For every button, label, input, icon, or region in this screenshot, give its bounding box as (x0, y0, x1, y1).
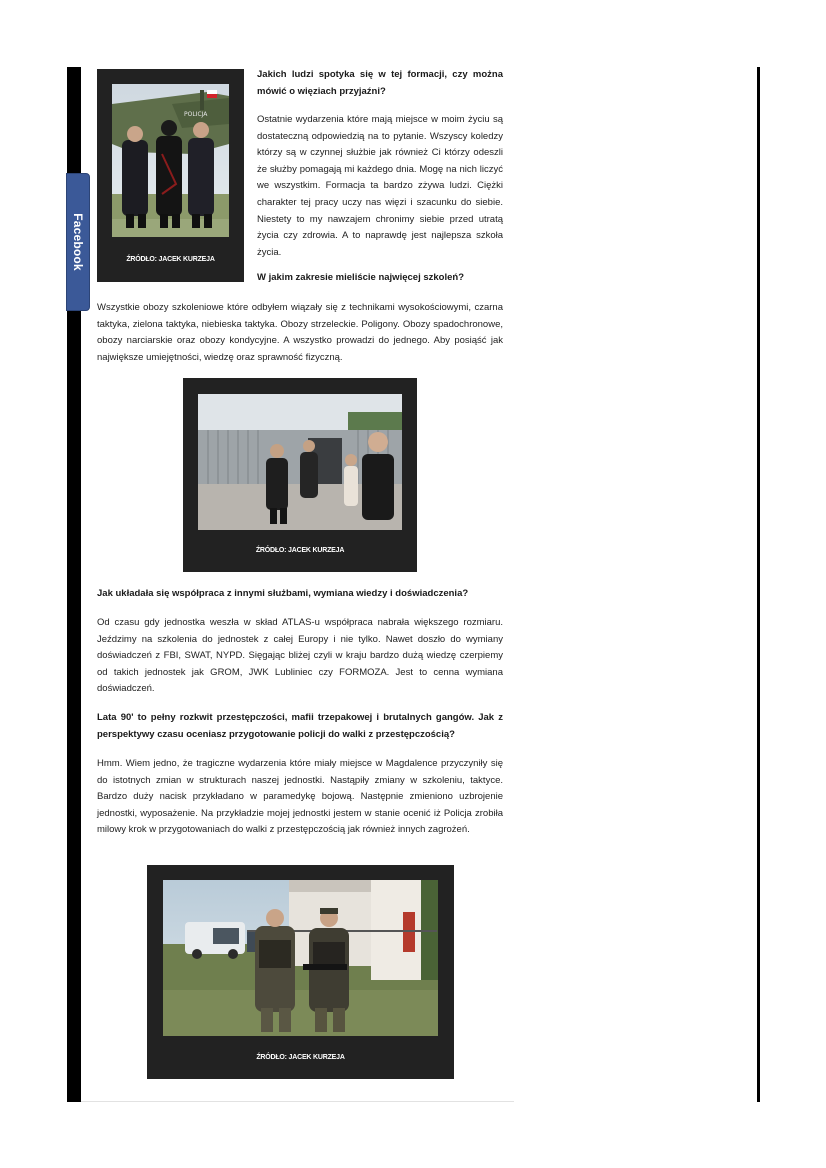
right-margin-rule (757, 67, 760, 1102)
photo-card-helicopter (97, 69, 244, 282)
bottom-divider (81, 1101, 514, 1102)
photo-helicopter-team (112, 84, 229, 237)
photo-caption: ŹRÓDŁO: JACEK KURZEJA (126, 256, 215, 263)
question-heading-3: Jak układała się współpraca z innymi służbami, wymiana wiedzy i doświadczenia? (97, 588, 469, 599)
facebook-tab-label: Facebook (71, 213, 85, 271)
photo-card-operators (147, 865, 454, 1079)
answer-paragraph-3: Od czasu gdy jednostka weszła w skład ATLAS-u współpraca nabrała większego rozmiaru. Jeździmy na szkolenia do jednostek z całej Europy i nie tylko. Nawet doszło do wymiany doświadczeń z FBI, SWAT, NYPD. Sięgając bliżej czyli w kraju bardzo dużą wiedzę czerpiemy od takich jednostek jak GROM, JWK Lubliniec czy FORMOZA. Jest to cenna wymiana doświadczeń. (97, 617, 503, 695)
photo-card-hangar (183, 378, 417, 572)
answer-paragraph-1: Ostatnie wydarzenia które mają miejsce w moim życiu są dostateczną odpowiedzią na to pytanie. Wszyscy koledzy którzy są w czynnej służbie jak również Ci którzy odeszli że służby pomagają mi każdego dnia. Mogę na nich liczyć we wszystkim. Formacja ta bardzo zżywa ludzi. Ciężki charakter tej pracy uczy nas więzi i szacunku do siebie. Niestety to my nawzajem chronimy siebie przed utratą życia czy zdrowia. A to naprawdę jest najlepsza szkoła życia. (257, 114, 503, 258)
photo-two-operators (163, 880, 438, 1036)
answer-paragraph-2: Wszystkie obozy szkoleniowe które odbyłem wiązały się z technikami wysokościowymi, czarna taktyka, zielona taktyka, niebieska taktyka. Obozy strzeleckie. Poligony. Obozy spadochronowe, obozy narciarskie oraz obozy kondycyjne. A wszystko prowadzi do jednego. Aby posiąść jak największe umiejętności, wiedzę oraz sprawność fizyczną. (97, 302, 503, 363)
answer-paragraph-4: Hmm. Wiem jedno, że tragiczne wydarzenia które miały miejsce w Magdalence przyczyniły się do istotnych zmian w strukturach naszej jednostki. Nastąpiły zmiany w szkoleniu, taktyce. Bardzo duży nacisk przykładano w paramedykę bojową. Następnie zmieniono uzbrojenie jednostki, wyposażenie. Na przykładzie mojej jednostki jestem w stanie ocenić iż Policja zrobiła milowy krok w przygotowaniach do walki z przestępczością jak również innych zagrożeń. (97, 758, 503, 836)
helicopter-marking: POLICJA (184, 111, 208, 118)
photo-hangar-team (198, 394, 402, 530)
question-heading-2: W jakim zakresie mieliście najwięcej szkoleń? (257, 272, 464, 283)
question-heading-4: Lata 90' to pełny rozkwit przestępczości, mafii trzepakowej i brutalnych gangów. Jak z perspektywy czasu oceniasz przygotowanie policji do walki z przestępczością? (97, 712, 503, 740)
photo-caption: ŹRÓDŁO: JACEK KURZEJA (255, 547, 345, 554)
photo-caption: ŹRÓDŁO: JACEK KURZEJA (256, 1054, 345, 1061)
question-heading-1: Jakich ludzi spotyka się w tej formacji, czy można mówić o więziach przyjaźni? (257, 69, 503, 97)
facebook-tab[interactable] (66, 173, 90, 311)
